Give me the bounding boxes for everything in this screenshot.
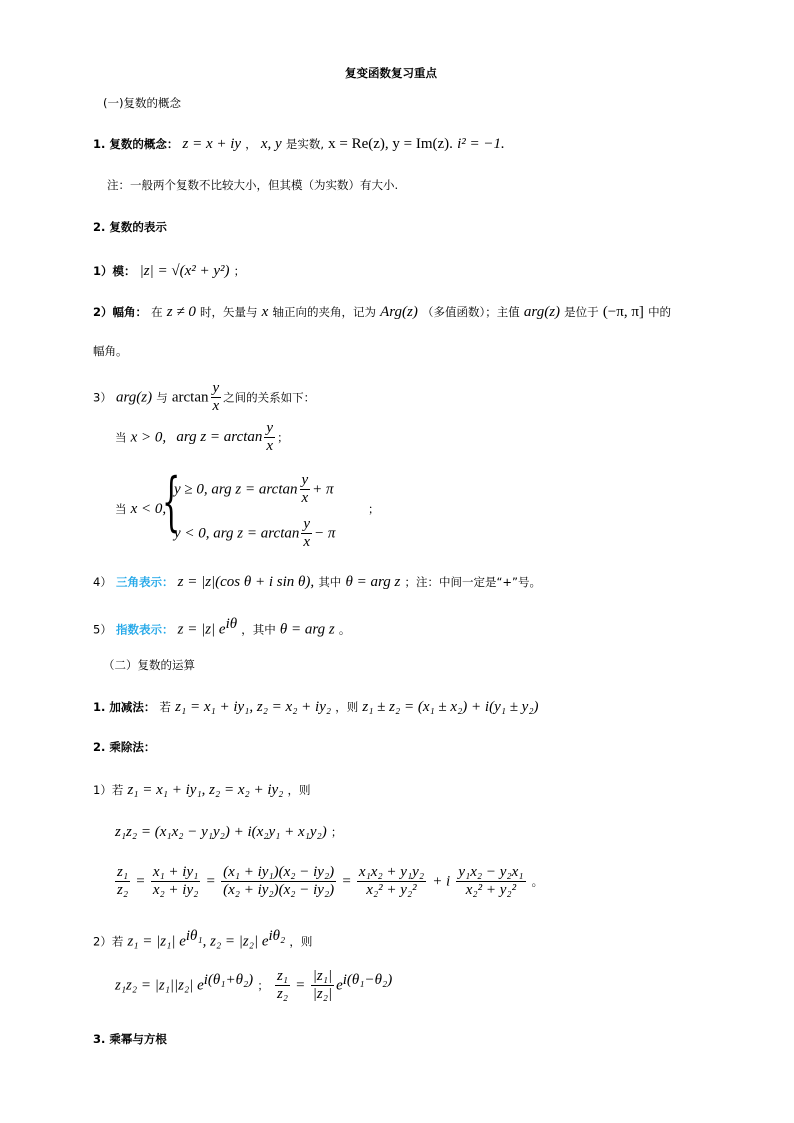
argument-line bbox=[93, 305, 671, 320]
relation-fraction bbox=[211, 380, 222, 416]
polar-modulus-fraction bbox=[311, 968, 334, 1004]
polar-product-exp: i(θ₁+θ₂) bbox=[203, 971, 254, 988]
case-negative-fraction-1 bbox=[300, 472, 311, 508]
fraction-numerator: (x₁ + iy₁)(x₂ − iy₂) bbox=[221, 864, 336, 882]
concept-formula: z = x + iy bbox=[182, 136, 242, 152]
addsub-result: z₁ ± z₂ = (x₁ ± x₂) + i(y₁ ± y₂) bbox=[362, 699, 539, 715]
fraction-denominator: x₂² + y₂² bbox=[366, 882, 417, 899]
fraction-numerator: y bbox=[301, 516, 312, 534]
fraction-denominator: x bbox=[212, 398, 220, 415]
muldiv-2-z1-exp: iθ₁ bbox=[185, 928, 203, 944]
relation-arctan: arctan bbox=[171, 389, 209, 406]
fraction-denominator: (x₂ + iy₂)(x₂ − iy₂) bbox=[223, 882, 335, 899]
fraction-numerator: y bbox=[300, 472, 311, 490]
relation-line bbox=[93, 380, 315, 416]
case-positive-end: ； bbox=[277, 430, 289, 445]
concept-re-im: x = Re(z), y = Im(z). bbox=[328, 136, 453, 152]
case-negative-end: ； bbox=[368, 502, 380, 516]
fraction-numerator: z₁ bbox=[115, 864, 130, 882]
muldiv-2-z2-exp: iθ₂ bbox=[268, 928, 286, 944]
section-heading-1: (一)复数的概念 bbox=[103, 96, 181, 110]
section-heading-2: （二）复数的运算 bbox=[103, 658, 195, 672]
fraction-denominator: x bbox=[303, 534, 311, 551]
argument-label: 2）幅角： bbox=[93, 305, 148, 319]
addsub-text-1: 若 bbox=[159, 700, 172, 714]
fraction-numerator: z₁ bbox=[275, 968, 290, 986]
concept-xy: x, y bbox=[260, 136, 282, 152]
product-line bbox=[115, 825, 342, 840]
case-positive-when: 当 bbox=[115, 430, 127, 445]
muldiv-heading: 2. 乘除法： bbox=[93, 740, 156, 754]
argument-text-5: 是位于 bbox=[564, 305, 599, 319]
argument-x: x bbox=[261, 304, 269, 320]
quotient-fraction-5 bbox=[456, 864, 525, 900]
addsub-line bbox=[93, 700, 539, 715]
quotient-fraction-2 bbox=[151, 864, 201, 900]
fraction-numerator: y bbox=[211, 380, 222, 398]
fraction-numerator: |z₁| bbox=[311, 968, 334, 986]
argument-Arg: Arg(z) bbox=[380, 304, 418, 320]
relation-label: 3） bbox=[93, 390, 112, 405]
case-positive-condition: x > 0, bbox=[130, 429, 167, 446]
polar-e: e bbox=[336, 977, 343, 994]
fraction-denominator: x bbox=[301, 490, 309, 507]
fraction-denominator: z₂ bbox=[117, 882, 129, 899]
concept-label: 1. 复数的概念： bbox=[93, 137, 179, 151]
case-negative-line-2 bbox=[174, 516, 335, 552]
trig-formula: z = |z|(cos θ + i sin θ), bbox=[177, 574, 315, 590]
case-negative-when: 当 bbox=[115, 502, 127, 516]
modulus-formula: |z| = √(x² + y²) bbox=[139, 263, 230, 279]
representation-heading: 2. 复数的表示 bbox=[93, 220, 167, 234]
trig-line bbox=[93, 575, 541, 590]
muldiv-2-line bbox=[93, 929, 312, 949]
trig-theta: θ = arg z bbox=[345, 574, 401, 590]
expo-formula: z = |z| e bbox=[177, 621, 226, 638]
polar-line bbox=[115, 968, 392, 1004]
note-compare: 注：一般两个复数不比较大小，但其模（为实数）有大小. bbox=[107, 178, 399, 192]
muldiv-1-then: ，则 bbox=[287, 783, 311, 797]
fraction-denominator: |z₂| bbox=[312, 986, 333, 1003]
case-negative-label bbox=[115, 502, 166, 517]
polar-product: z₁z₂ = |z₁||z₂| e bbox=[115, 977, 204, 994]
expo-theta: θ = arg z bbox=[279, 621, 335, 638]
case-positive-fraction bbox=[264, 420, 275, 456]
expo-label: 5） bbox=[93, 622, 112, 637]
muldiv-1-line bbox=[93, 783, 311, 798]
fraction-denominator: z₂ bbox=[276, 986, 289, 1003]
page-title: 复变函数复习重点 bbox=[345, 66, 437, 80]
expo-line bbox=[93, 617, 350, 637]
fraction-denominator: x bbox=[266, 438, 274, 455]
addsub-formula: z₁ = x₁ + iy₁, z₂ = x₂ + iy₂ bbox=[175, 699, 332, 715]
modulus-label: 1）模： bbox=[93, 264, 136, 278]
muldiv-2-z1: z₁ = |z₁| e bbox=[127, 933, 186, 950]
case-negative-minus-pi: − π bbox=[314, 525, 336, 542]
case-positive-equation: arg z = arctan bbox=[176, 429, 263, 446]
case-negative-fraction-2 bbox=[301, 516, 312, 552]
relation-arg: arg(z) bbox=[115, 389, 153, 406]
equals-sign: = bbox=[296, 977, 305, 994]
case-negative-line-1 bbox=[174, 472, 334, 508]
equals-sign: = bbox=[342, 873, 351, 890]
muldiv-2-label: 2）若 bbox=[93, 934, 124, 949]
relation-text-2: 之间的关系如下： bbox=[223, 390, 316, 405]
argument-condition: z ≠ 0 bbox=[166, 304, 196, 320]
quotient-fraction-4 bbox=[357, 864, 426, 900]
case-negative-condition: x < 0, bbox=[130, 501, 167, 517]
quotient-line bbox=[113, 864, 543, 900]
concept-line bbox=[93, 137, 505, 152]
trig-name: 三角表示： bbox=[115, 575, 174, 589]
case-negative-eq-2: y < 0, arg z = arctan bbox=[174, 525, 300, 542]
fraction-numerator: x₁ + iy₁ bbox=[151, 864, 201, 882]
quotient-end: 。 bbox=[531, 874, 544, 889]
product-end: ； bbox=[330, 825, 343, 839]
trig-note: ；注：中间一定是“+”号。 bbox=[404, 575, 542, 589]
polar-quotient-fraction bbox=[275, 968, 290, 1004]
case-negative-eq-1: y ≥ 0, arg z = arctan bbox=[174, 481, 298, 498]
trig-text-1: 其中 bbox=[318, 575, 342, 589]
expo-end: 。 bbox=[338, 622, 351, 637]
product-formula: z₁z₂ = (x₁x₂ − y₁y₂) + i(x₂y₁ + x₁y₂) bbox=[115, 824, 327, 840]
argument-text-3: 轴正向的夹角，记为 bbox=[272, 305, 376, 319]
equals-sign: = bbox=[136, 873, 145, 890]
muldiv-2-z2: , z₂ = |z₂| e bbox=[202, 933, 269, 950]
polar-quotient-exp: i(θ₁−θ₂) bbox=[342, 971, 393, 988]
muldiv-2-then: ，则 bbox=[289, 934, 313, 949]
case-negative-plus-pi: + π bbox=[312, 481, 334, 498]
argument-text-6: 中的 bbox=[648, 305, 672, 319]
argument-text-4: （多值函数）；主值 bbox=[422, 305, 520, 319]
argument-continued: 幅角。 bbox=[93, 344, 128, 358]
concept-i-squared: i² = −1. bbox=[457, 136, 505, 152]
argument-range: (−π, π] bbox=[602, 304, 644, 320]
quotient-fraction-3 bbox=[221, 864, 336, 900]
fraction-numerator: x₁x₂ + y₁y₂ bbox=[357, 864, 426, 882]
argument-text-1: 在 bbox=[151, 305, 163, 319]
fraction-denominator: x₂ + iy₂ bbox=[152, 882, 199, 899]
concept-real-text: 是实数, bbox=[285, 137, 324, 151]
quotient-plus-i: + i bbox=[432, 873, 451, 890]
addsub-label: 1. 加减法： bbox=[93, 700, 156, 714]
expo-name: 指数表示： bbox=[115, 622, 174, 637]
quotient-fraction-1 bbox=[115, 864, 130, 900]
fraction-numerator: y bbox=[264, 420, 275, 438]
modulus-end: ； bbox=[233, 264, 246, 278]
muldiv-1-formula: z₁ = x₁ + iy₁, z₂ = x₂ + iy₂ bbox=[127, 782, 284, 798]
argument-principal: arg(z) bbox=[523, 304, 561, 320]
argument-text-2: 时，矢量与 bbox=[200, 305, 258, 319]
modulus-line bbox=[93, 264, 245, 279]
muldiv-1-label: 1）若 bbox=[93, 783, 124, 797]
left-brace: { bbox=[162, 465, 181, 539]
fraction-denominator: x₂² + y₂² bbox=[465, 882, 517, 899]
case-positive bbox=[115, 420, 289, 456]
concept-sep: ， bbox=[245, 137, 257, 151]
fraction-numerator: y₁x₂ − y₂x₁ bbox=[456, 864, 525, 882]
expo-superscript: iθ bbox=[225, 616, 238, 632]
equals-sign: = bbox=[206, 873, 215, 890]
expo-text-1: ，其中 bbox=[241, 622, 276, 637]
polar-sep: ； bbox=[257, 978, 269, 993]
powroot-heading: 3. 乘幂与方根 bbox=[93, 1032, 167, 1046]
relation-text-1: 与 bbox=[156, 390, 168, 405]
trig-label: 4） bbox=[93, 575, 112, 589]
addsub-text-2: ，则 bbox=[335, 700, 359, 714]
